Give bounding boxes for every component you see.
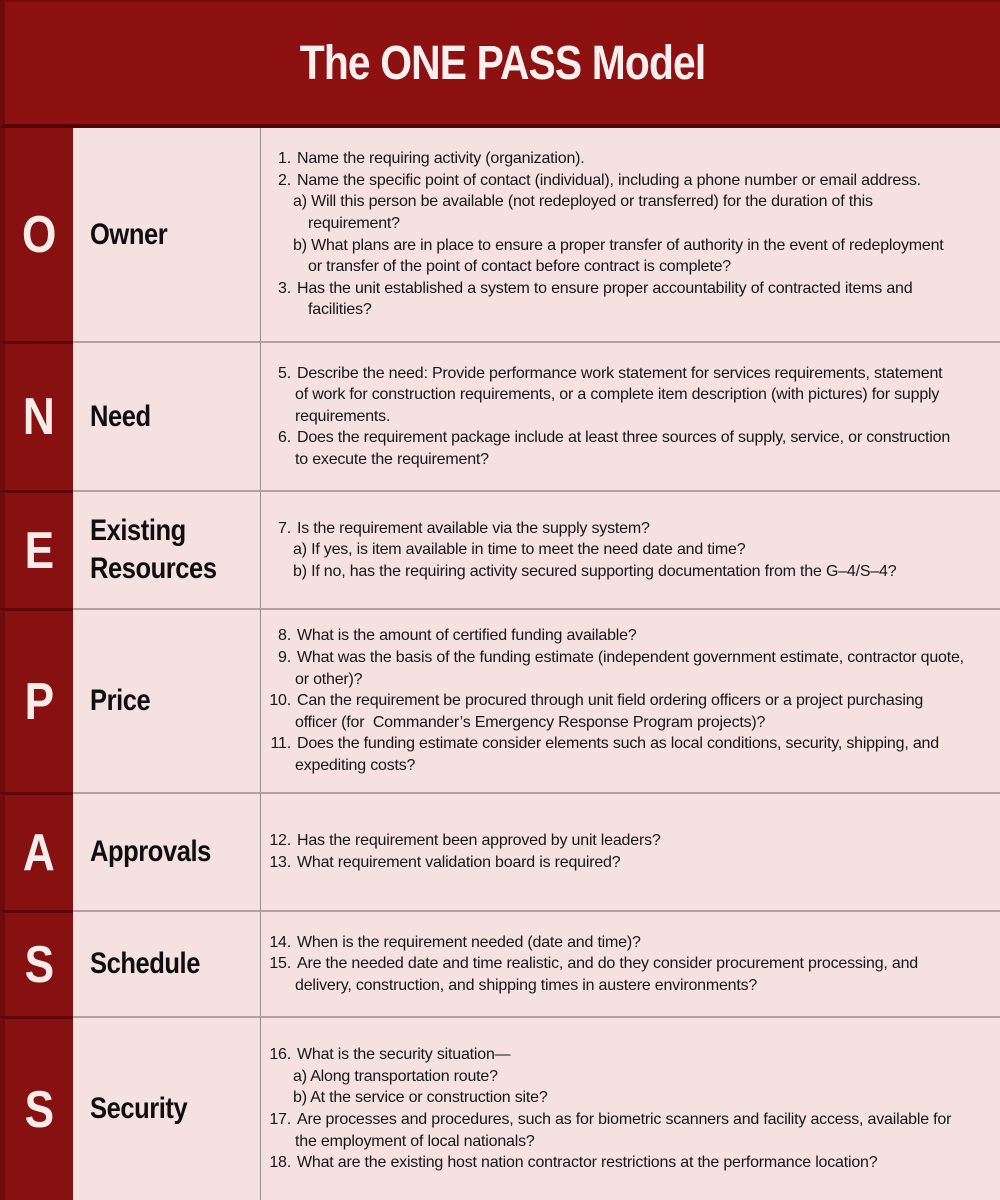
question-line: [265, 852, 992, 874]
row-security: [0, 1016, 1000, 1200]
question-line: [265, 647, 992, 669]
content-cell-approvals: [260, 792, 1000, 910]
letter-cell-need: [0, 341, 73, 490]
question-text: Has the requirement been approved by unit leaders?: [297, 832, 661, 850]
question-line: [265, 1109, 992, 1131]
question-text: requirement?: [308, 214, 400, 232]
question-text: Does the requirement package include at least three sources of supply, service, or construction: [297, 429, 951, 447]
content-cell-schedule: [260, 910, 1000, 1016]
one-pass-table: [0, 128, 1000, 1200]
question-number: 17.: [269, 1111, 291, 1128]
question-line: [265, 170, 992, 192]
question-text: expediting costs?: [295, 756, 416, 774]
question-text: requirements.: [295, 407, 391, 425]
question-text: to execute the requirement?: [295, 450, 489, 468]
label-cell-security: [73, 1016, 260, 1200]
page-title: The ONE PASS Model: [299, 36, 706, 90]
question-line: [265, 561, 992, 583]
row-label: Approvals: [90, 835, 211, 868]
question-line: [265, 932, 992, 954]
question-text: the employment of local nationals?: [295, 1132, 535, 1150]
question-line: [265, 148, 992, 170]
question-number: 15.: [269, 955, 291, 973]
letter-cell-schedule: [0, 910, 73, 1016]
question-line: [265, 363, 992, 385]
question-line: [265, 384, 992, 406]
question-line: [265, 256, 992, 278]
row-price: [0, 608, 1000, 792]
question-text: Are processes and procedures, such as for biometric scanners and facility access, available for: [297, 1111, 952, 1128]
question-number: 14.: [269, 933, 291, 951]
row-label: Schedule: [90, 947, 200, 980]
letter-cell-existing-resources: [0, 490, 73, 608]
question-line: [265, 733, 992, 755]
question-line: [265, 953, 992, 975]
question-text: What are the existing host nation contractor restrictions at the performance location?: [297, 1154, 878, 1172]
question-number: 18.: [269, 1154, 291, 1172]
question-line: [265, 191, 992, 213]
row-letter: A: [23, 823, 55, 882]
question-text: or transfer of the point of contact before contract is complete?: [308, 258, 731, 276]
question-text: What requirement validation board is required?: [297, 854, 621, 871]
question-number: 7.: [278, 519, 291, 537]
letter-cell-price: [0, 608, 73, 792]
row-schedule: [0, 910, 1000, 1016]
row-letter: S: [24, 1080, 54, 1139]
question-number: 10.: [269, 692, 291, 710]
question-number: 5.: [278, 364, 291, 382]
question-number: 16.: [269, 1046, 291, 1064]
question-line: [265, 830, 992, 852]
question-text: Can the requirement be procured through unit field ordering officers or a project purchasing: [297, 692, 924, 710]
question-line: [265, 213, 992, 235]
label-cell-approvals: [73, 792, 260, 910]
row-letter: N: [23, 388, 55, 446]
question-text: Are the needed date and time realistic, and do they consider procurement processing, and: [297, 955, 919, 973]
question-text: When is the requirement needed (date and time)?: [297, 933, 641, 951]
question-text: or other)?: [295, 670, 363, 688]
content-cell-price: [260, 608, 1000, 792]
question-line: [265, 235, 992, 257]
question-number: 13.: [269, 854, 291, 871]
question-number: 8.: [278, 627, 291, 645]
question-line: [265, 690, 992, 712]
question-number: 2.: [278, 171, 291, 189]
question-text: What is the security situation—: [297, 1046, 511, 1064]
content-cell-owner: [260, 128, 1000, 341]
label-cell-owner: [73, 128, 260, 341]
question-number: 1.: [278, 150, 291, 168]
row-label: Price: [90, 684, 151, 717]
row-label: Existing Resources: [90, 514, 217, 585]
question-line: [265, 755, 992, 777]
question-number: 3.: [278, 279, 291, 297]
row-owner: [0, 128, 1000, 341]
question-text: Has the unit established a system to ensure proper accountability of contracted items and: [297, 279, 913, 297]
question-number: 6.: [278, 429, 291, 447]
question-line: [265, 518, 992, 540]
question-number: 12.: [269, 832, 291, 850]
question-number: 11.: [270, 735, 291, 753]
question-text: b) If no, has the requiring activity secured supporting documentation from the G–4/S–4?: [293, 562, 897, 580]
question-line: [265, 539, 992, 561]
question-text: delivery, construction, and shipping times in austere environments?: [295, 976, 758, 994]
content-cell-security: [260, 1016, 1000, 1200]
question-line: [265, 1087, 992, 1109]
question-text: Name the specific point of contact (individual), including a phone number or email address.: [297, 171, 921, 189]
question-line: [265, 278, 992, 300]
question-line: [265, 1044, 992, 1066]
label-cell-existing-resources: [73, 490, 260, 608]
question-line: [265, 712, 992, 734]
letter-cell-security: [0, 1016, 73, 1200]
label-cell-price: [73, 608, 260, 792]
letter-cell-owner: [0, 128, 73, 341]
row-label: Need: [90, 399, 151, 433]
question-text: officer (for Commander’s Emergency Response Program projects)?: [295, 713, 766, 731]
row-letter: P: [24, 672, 54, 731]
question-text: Name the requiring activity (organization).: [297, 150, 585, 168]
question-number: 9.: [278, 649, 291, 667]
question-line: [265, 449, 992, 471]
row-need: [0, 341, 1000, 490]
question-line: [265, 1131, 992, 1153]
question-text: b) What plans are in place to ensure a proper transfer of authority in the event of redeployment: [293, 236, 944, 254]
question-text: a) If yes, is item available in time to meet the need date and time?: [293, 541, 746, 559]
question-line: [265, 299, 992, 321]
question-text: Describe the need: Provide performance work statement for services requirements, statement: [297, 364, 943, 382]
row-approvals: [0, 792, 1000, 910]
question-line: [265, 669, 992, 691]
row-letter: S: [24, 935, 54, 994]
row-existing-resources: [0, 490, 1000, 608]
question-line: [265, 1066, 992, 1088]
question-text: a) Along transportation route?: [293, 1067, 498, 1085]
label-cell-need: [73, 341, 260, 490]
content-cell-existing-resources: [260, 490, 1000, 608]
label-cell-schedule: [73, 910, 260, 1016]
question-text: a) Will this person be available (not redeployed or transferred) for the duration of this: [293, 193, 873, 211]
row-letter: E: [24, 521, 54, 580]
question-text: What is the amount of certified funding available?: [297, 627, 637, 645]
question-text: b) At the service or construction site?: [293, 1089, 548, 1107]
question-line: [265, 975, 992, 997]
question-line: [265, 1152, 992, 1174]
question-text: facilities?: [308, 301, 372, 319]
question-line: [265, 427, 992, 449]
question-line: [265, 625, 992, 647]
row-label: Security: [90, 1092, 188, 1125]
row-label: Owner: [90, 217, 168, 251]
question-text: of work for construction requirements, or a complete item description (with pictures) for supply: [295, 386, 940, 404]
question-line: [265, 406, 992, 428]
row-letter: O: [21, 205, 57, 264]
question-text: Is the requirement available via the supply system?: [297, 519, 650, 537]
question-text: What was the basis of the funding estimate (independent government estimate, contractor quote,: [297, 649, 964, 667]
header-band: [0, 0, 1000, 128]
letter-cell-approvals: [0, 792, 73, 910]
question-text: Does the funding estimate consider elements such as local conditions, security, shipping, and: [297, 735, 939, 753]
content-cell-need: [260, 341, 1000, 490]
